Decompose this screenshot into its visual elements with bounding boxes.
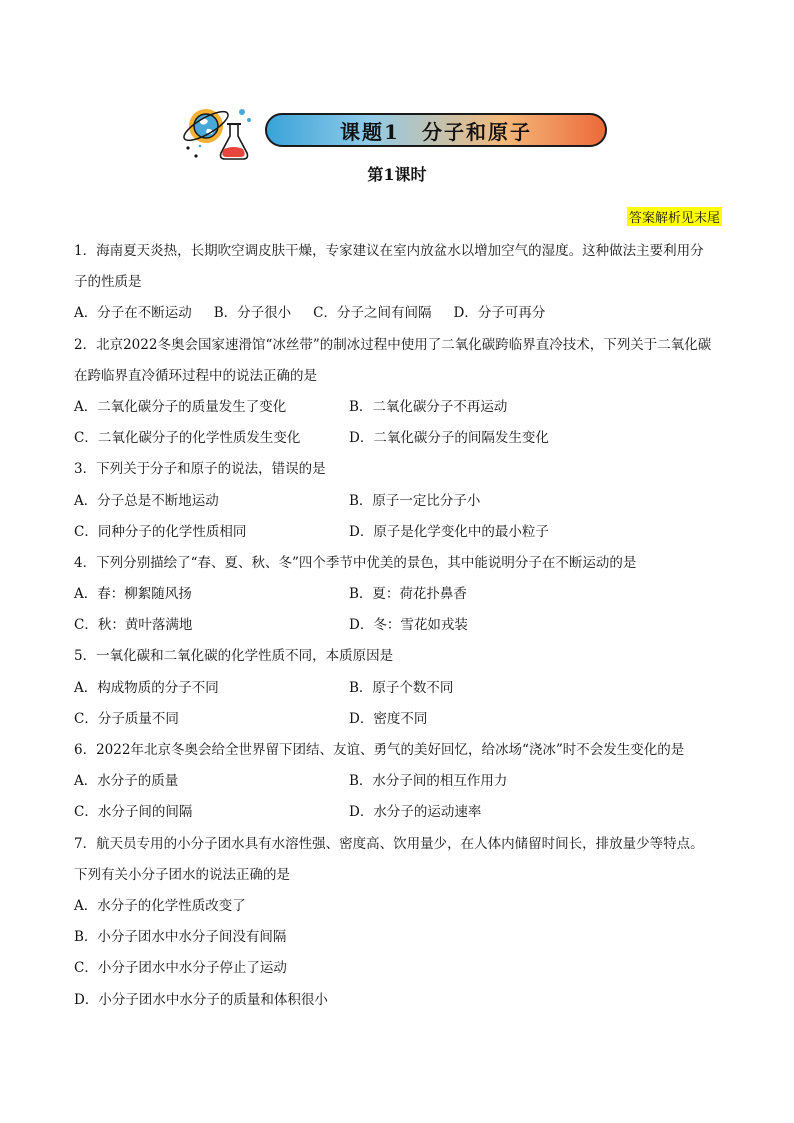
question-2: [74, 330, 734, 455]
answer-option[interactable]: C．二氧化碳分子的化学性质发生变化: [74, 430, 301, 447]
answer-option[interactable]: B．夏：荷花扑鼻香: [349, 586, 467, 603]
answer-option[interactable]: A．水分子的化学性质改变了: [74, 897, 246, 914]
question-stem: 4．下列分别描绘了“春、夏、秋、冬”四个季节中优美的景色，其中能说明分子在不断运动的是: [74, 554, 637, 571]
globe-flask-icon: [180, 96, 260, 168]
answer-option[interactable]: B．原子一定比分子小: [349, 492, 481, 509]
option-row: [74, 610, 734, 641]
question-3: [74, 454, 734, 548]
lesson-subtitle: 第1课时: [367, 165, 427, 184]
answer-option[interactable]: A．二氧化碳分子的质量发生了变化: [74, 398, 287, 415]
question-stem: 下列有关小分子团水的说法正确的是: [74, 866, 290, 883]
option-row: [74, 673, 734, 704]
answer-option[interactable]: D．原子是化学变化中的最小粒子: [349, 523, 549, 540]
answer-option[interactable]: B．原子个数不同: [349, 679, 454, 696]
answer-option[interactable]: C．分子质量不同: [74, 710, 179, 727]
question-stem: 6．2022年北京冬奥会给全世界留下团结、友谊、勇气的美好回忆，给冰场“浇冰”时不会发生变化的是: [74, 742, 685, 758]
answer-option[interactable]: C．秋：黄叶落满地: [74, 617, 193, 634]
answer-option[interactable]: A．构成物质的分子不同: [74, 679, 219, 696]
question-6: [74, 735, 734, 829]
option-row: [74, 423, 734, 454]
answer-option[interactable]: A．春：柳絮随风扬: [74, 586, 192, 603]
option-row: [74, 517, 734, 548]
answer-option[interactable]: B．分子很小: [213, 305, 292, 322]
answer-option[interactable]: C．小分子团水中水分子停止了运动: [74, 960, 287, 977]
question-list: [74, 236, 734, 1016]
option-row: [74, 392, 734, 423]
answer-option[interactable]: C．分子之间有间隔: [313, 305, 432, 322]
option-row: [74, 797, 734, 828]
question-7: [74, 829, 734, 1016]
title-banner: [265, 113, 607, 147]
option-row: [74, 298, 734, 329]
question-stem: 子的性质是: [74, 274, 142, 291]
question-4: [74, 548, 734, 642]
answer-option[interactable]: D．二氧化碳分子的间隔发生变化: [349, 430, 549, 447]
answer-option[interactable]: A．分子在不断运动: [74, 305, 192, 322]
question-stem: 7．航天员专用的小分子团水具有水溶性强、密度高、饮用量少，在人体内储留时间长，排放量少等特点。: [74, 835, 704, 852]
option-row: [74, 704, 734, 735]
answer-option[interactable]: D．冬：雪花如戎装: [349, 617, 468, 634]
question-stem: 2．北京2022冬奥会国家速滑馆“冰丝带”的制冰过程中使用了二氧化碳跨临界直冷技术，下列关于二氧化碳: [74, 336, 712, 353]
answer-note: 答案解析见末尾: [627, 207, 722, 226]
option-row: [74, 486, 734, 517]
question-stem: 5．一氧化碳和二氧化碳的化学性质不同，本质原因是: [74, 648, 394, 665]
answer-option[interactable]: C．同种分子的化学性质相同: [74, 523, 247, 540]
question-1: [74, 236, 734, 330]
answer-option[interactable]: D．水分子的运动速率: [349, 804, 482, 821]
lesson-title: 课题1 分子和原子: [340, 119, 532, 144]
answer-option[interactable]: D．小分子团水中水分子的质量和体积很小: [74, 991, 328, 1008]
answer-option[interactable]: A．水分子的质量: [74, 773, 179, 790]
question-5: [74, 641, 734, 735]
question-stem: 3．下列关于分子和原子的说法，错误的是: [74, 461, 326, 478]
answer-option[interactable]: D．密度不同: [349, 710, 428, 727]
answer-option[interactable]: A．分子总是不断地运动: [74, 492, 219, 509]
question-stem: 在跨临界直冷循环过程中的说法正确的是: [74, 367, 317, 384]
answer-option[interactable]: B．小分子团水中水分子间没有间隔: [74, 929, 287, 946]
answer-option[interactable]: C．水分子间的间隔: [74, 804, 193, 821]
option-row: [74, 579, 734, 610]
answer-option[interactable]: B．水分子间的相互作用力: [349, 773, 508, 790]
option-row: [74, 766, 734, 797]
answer-option[interactable]: D．分子可再分: [453, 305, 546, 322]
lesson-header: [180, 96, 620, 168]
question-stem: 1．海南夏天炎热，长期吹空调皮肤干燥，专家建议在室内放盆水以增加空气的湿度。这种做法主要利用分: [74, 243, 704, 259]
answer-option[interactable]: B．二氧化碳分子不再运动: [349, 398, 508, 415]
